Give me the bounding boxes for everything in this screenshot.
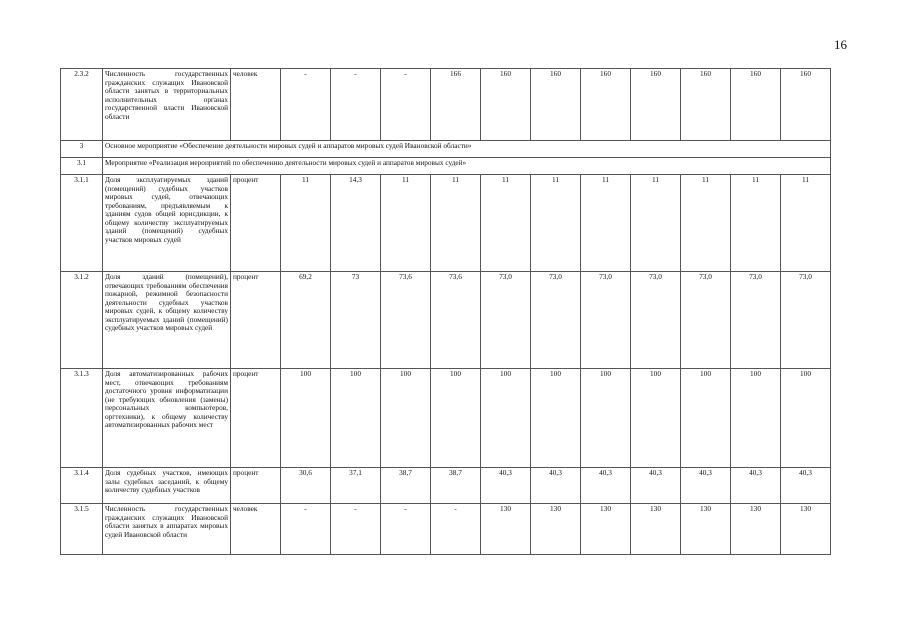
value-cell: 11 [431,175,481,272]
indicator-name: Доля эксплуатируемых зданий (помещений) судебных участков мировых судей, отвечающих требованиям, предъявляемым к зданиям судов общей юрисдикции, к общему количеству эксплуатируемых зданий (помещений) судебных участков мировых судей [103,175,231,272]
value-cell: 100 [531,369,581,468]
unit-cell: человек [231,69,281,141]
row-number: 3.1.5 [61,504,103,555]
value-cell: 130 [681,504,731,555]
value-cell: - [281,69,331,141]
value-cell: 40,3 [531,468,581,504]
value-cell: 100 [481,369,531,468]
value-cell: 73 [331,272,381,369]
table-row [61,468,881,504]
value-cell: 73,6 [381,272,431,369]
value-cell: 100 [681,369,731,468]
unit-cell: процент [231,272,281,369]
value-cell: 11 [681,175,731,272]
page-number: 16 [834,37,847,52]
value-cell: 130 [581,504,631,555]
value-cell: 73,0 [681,272,731,369]
value-cell: 11 [481,175,531,272]
value-cell: 73,0 [731,272,781,369]
row-number: 3.1.4 [61,468,103,504]
section-title: Основное мероприятие «Обеспечение деятельности мировых судей и аппаратов мировых судей Ивановской области» [103,141,831,158]
row-number: 2.3.2 [61,69,103,141]
value-cell: 130 [731,504,781,555]
value-cell: 100 [281,369,331,468]
unit-cell: человек [231,504,281,555]
value-cell: 166 [431,69,481,141]
value-cell: 160 [731,69,781,141]
value-cell: 11 [531,175,581,272]
value-cell: 38,7 [381,468,431,504]
indicator-name: Численность государственных гражданских служащих Ивановской области занятых в территориальных исполнительных органах государственной власти Ивановской области [103,69,231,141]
value-cell: 40,3 [731,468,781,504]
indicator-name: Численность государственных гражданских служащих Ивановской области занятых в аппаратах мировых судей Ивановской области [103,504,231,555]
value-cell: 11 [281,175,331,272]
unit-cell: процент [231,468,281,504]
value-cell: 160 [531,69,581,141]
value-cell: 100 [331,369,381,468]
value-cell: 100 [631,369,681,468]
value-cell: 100 [431,369,481,468]
value-cell: 40,3 [481,468,531,504]
value-cell: 73,0 [631,272,681,369]
row-number: 3.1.2 [61,272,103,369]
value-cell: 100 [381,369,431,468]
row-number: 3.1 [61,158,103,175]
value-cell: 37,1 [331,468,381,504]
value-cell: 130 [781,504,831,555]
value-cell: 38,7 [431,468,481,504]
value-cell: 40,3 [681,468,731,504]
value-cell: 160 [481,69,531,141]
value-cell: 100 [781,369,831,468]
row-number: 3 [61,141,103,158]
value-cell: 11 [581,175,631,272]
indicators-table [60,68,881,555]
value-cell: - [331,504,381,555]
value-cell: - [431,504,481,555]
value-cell: 14,3 [331,175,381,272]
section-title: Мероприятие «Реализация мероприятий по обеспечению деятельности мировых судей и аппаратов мировых судей» [103,158,831,175]
value-cell: 130 [631,504,681,555]
value-cell: 160 [781,69,831,141]
value-cell: 160 [581,69,631,141]
table-row [61,504,881,555]
table-row [61,175,881,272]
table-row [61,69,881,141]
value-cell: 73,0 [581,272,631,369]
table-row [61,158,881,175]
value-cell: 11 [731,175,781,272]
value-cell: 11 [781,175,831,272]
value-cell: 73,6 [431,272,481,369]
value-cell: 40,3 [581,468,631,504]
value-cell: - [381,69,431,141]
table-row [61,369,881,468]
value-cell: 11 [631,175,681,272]
value-cell: 100 [581,369,631,468]
value-cell: 73,0 [481,272,531,369]
table-row [61,272,881,369]
value-cell: - [381,504,431,555]
value-cell: 40,3 [631,468,681,504]
value-cell: 73,0 [531,272,581,369]
value-cell: 130 [531,504,581,555]
value-cell: 160 [631,69,681,141]
indicator-name: Доля судебных участков, имеющих залы судебных заседаний, к общему количеству судебных участков [103,468,231,504]
value-cell: - [331,69,381,141]
value-cell: 130 [481,504,531,555]
unit-cell: процент [231,175,281,272]
value-cell: 69,2 [281,272,331,369]
indicator-name: Доля зданий (помещений), отвечающих требованиям обеспечения пожарной, режимной безопасности деятельности судебных участков мировых судей, к общему количеству эксплуатируемых зданий (помещений) судебных участков мировых судей [103,272,231,369]
value-cell: 30,6 [281,468,331,504]
row-number: 3.1.1 [61,175,103,272]
value-cell: 11 [381,175,431,272]
value-cell: 40,3 [781,468,831,504]
unit-cell: процент [231,369,281,468]
indicator-name: Доля автоматизированных рабочих мест, отвечающих требованиям достаточного уровня информатизации (не требующих обновления (замены) персональных компьютеров, оргтехники), к общему количеству автоматизированных рабочих мест [103,369,231,468]
table-row [61,141,881,158]
value-cell: - [281,504,331,555]
value-cell: 73,0 [781,272,831,369]
value-cell: 100 [731,369,781,468]
value-cell: 160 [681,69,731,141]
row-number: 3.1.3 [61,369,103,468]
